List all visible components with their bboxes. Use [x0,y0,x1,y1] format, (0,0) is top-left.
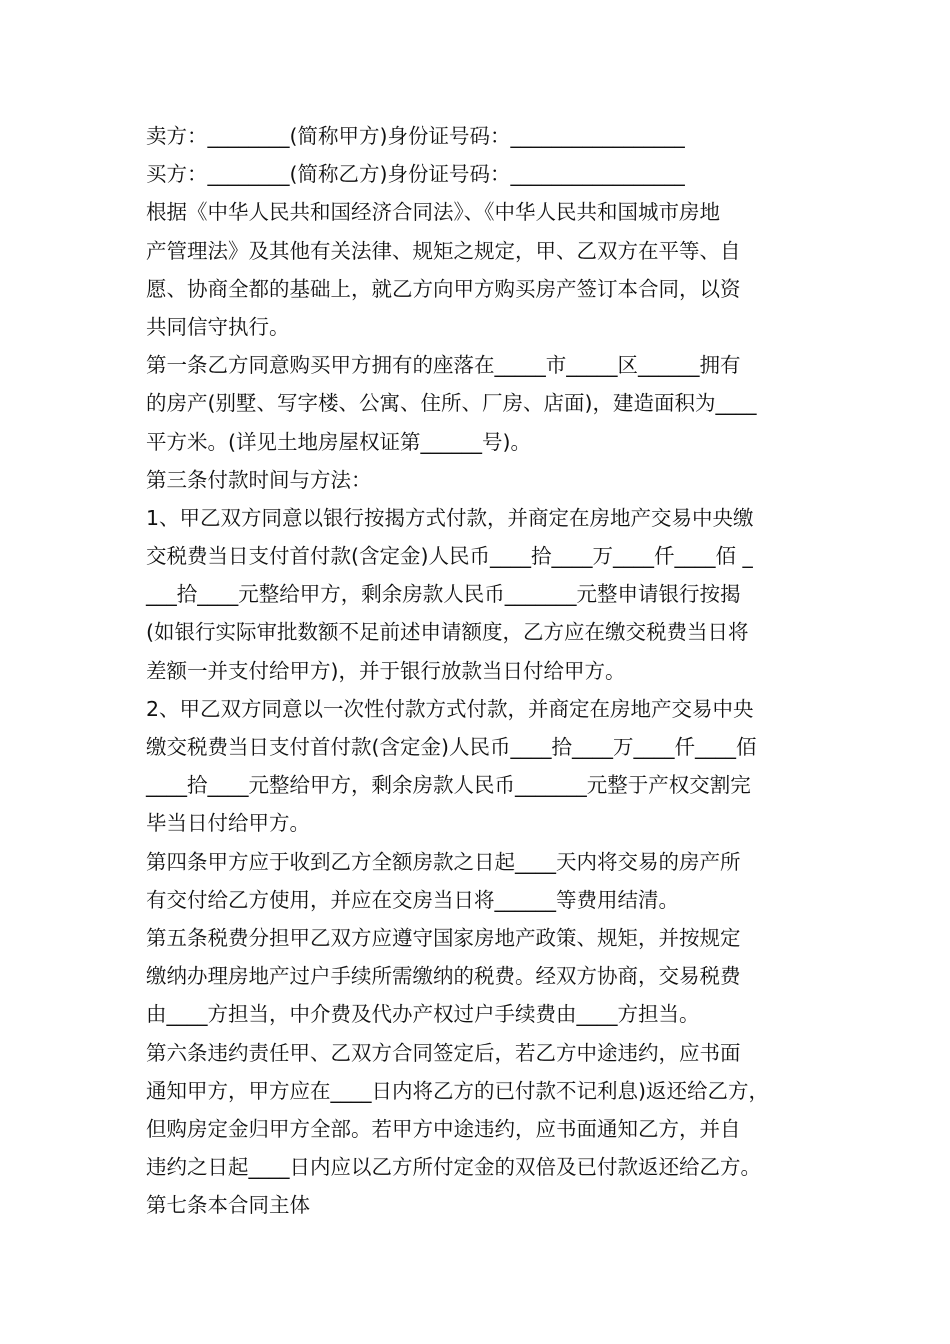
article-3-item-2-line: ____拾____元整给甲方，剩余房款人民币_______元整于产权交割完 [146,773,751,798]
article-7-heading: 第七条本合同主体 [146,1193,310,1218]
contract-body [146,117,808,1224]
article-5-line: 由____方担当，中介费及代办产权过户手续费由____方担当。 [146,1002,700,1027]
preamble-line: 产管理法》及其他有关法律、规矩之规定，甲、乙双方在平等、自 [146,238,741,263]
article-3-item-2-line: 毕当日付给甲方。 [146,811,310,836]
article-1-line: 第一条乙方同意购买甲方拥有的座落在_____市_____区______拥有 [146,353,741,378]
article-3-item-1-line: ___拾____元整给甲方，剩余房款人民币_______元整申请银行按揭 [146,582,741,607]
article-5-line: 第五条税费分担甲乙双方应遵守国家房地产政策、规矩，并按规定 [146,925,741,950]
buyer-line: 买方：________(简称乙方)身份证号码：_________________ [146,162,685,187]
article-4-line: 第四条甲方应于收到乙方全额房款之日起____天内将交易的房产所 [146,849,741,874]
article-3-item-1-line: (如银行实际审批数额不足前述申请额度，乙方应在缴交税费当日将 [146,620,749,645]
article-6-line: 第六条违约责任甲、乙双方合同签定后，若乙方中途违约，应书面 [146,1040,741,1065]
article-6-line: 通知甲方，甲方应在____日内将乙方的已付款不记利息)返还给乙方， [146,1078,769,1103]
article-4-line: 有交付给乙方使用，并应在交房当日将______等费用结清。 [146,887,679,912]
article-1-line: 平方米。(详见土地房屋权证第______号)。 [146,429,531,454]
article-3-item-1-line: 交税费当日支付首付款(含定金)人民币____拾____万____仟____佰 _ [146,544,753,569]
article-6-line: 但购房定金归甲方全部。若甲方中途违约，应书面通知乙方，并自 [146,1116,741,1141]
article-1-line: 的房产(别墅、写字楼、公寓、住所、厂房、店面)，建造面积为____ [146,391,757,416]
article-3-item-2-line: 缴交税费当日支付首付款(含定金)人民币____拾____万____仟____佰 [146,735,757,759]
preamble-line: 愿、协商全都的基础上，就乙方向甲方购买房产签订本合同，以资 [146,276,741,301]
article-3-item-1-line: 差额一并支付给甲方)，并于银行放款当日付给甲方。 [146,658,626,683]
article-3-heading: 第三条付款时间与方法： [146,467,372,492]
preamble-line: 根据《中华人民共和国经济合同法》、《中华人民共和国城市房地 [146,200,720,225]
article-5-line: 缴纳办理房地产过户手续所需缴纳的税费。经双方协商，交易税费 [146,964,741,989]
article-3-item-2-line: 2、甲乙双方同意以一次性付款方式付款，并商定在房地产交易中央 [146,696,754,721]
article-3-item-1-line: 1、甲乙双方同意以银行按揭方式付款，并商定在房地产交易中央缴 [146,505,754,530]
article-6-line: 违约之日起____日内应以乙方所付定金的双倍及已付款返还给乙方。 [146,1155,761,1180]
seller-line: 卖方：________(简称甲方)身份证号码：_________________ [146,124,685,148]
preamble-line: 共同信守执行。 [146,314,290,339]
